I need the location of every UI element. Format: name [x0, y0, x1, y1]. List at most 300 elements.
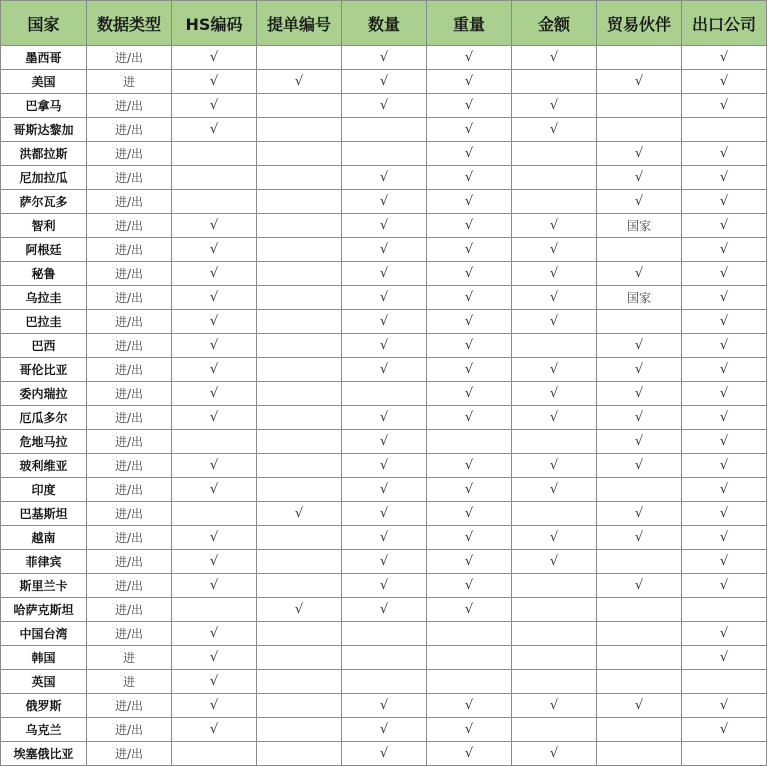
cell-bill-number [257, 214, 342, 238]
table-row [1, 94, 767, 118]
cell-trade-partner [597, 94, 682, 118]
table-row [1, 214, 767, 238]
cell-quantity: √ [342, 598, 427, 622]
cell-data-type: 进/出 [87, 622, 172, 646]
cell-country: 委内瑞拉 [1, 382, 87, 406]
cell-bill-number [257, 190, 342, 214]
table-row [1, 646, 767, 670]
cell-country: 埃塞俄比亚 [1, 742, 87, 766]
cell-quantity: √ [342, 694, 427, 718]
cell-trade-partner: √ [597, 526, 682, 550]
cell-export-company: √ [682, 454, 767, 478]
cell-weight: √ [427, 382, 512, 406]
cell-weight: √ [427, 478, 512, 502]
cell-export-company: √ [682, 310, 767, 334]
table-row [1, 118, 767, 142]
cell-bill-number [257, 430, 342, 454]
cell-data-type: 进/出 [87, 574, 172, 598]
cell-hs-code: √ [172, 262, 257, 286]
cell-bill-number [257, 142, 342, 166]
cell-country: 乌克兰 [1, 718, 87, 742]
header-export-company: 出口公司 [682, 1, 767, 46]
cell-export-company: √ [682, 358, 767, 382]
cell-bill-number [257, 382, 342, 406]
header-row [1, 1, 767, 46]
cell-trade-partner: √ [597, 454, 682, 478]
cell-quantity: √ [342, 94, 427, 118]
cell-quantity: √ [342, 190, 427, 214]
cell-hs-code: √ [172, 550, 257, 574]
cell-export-company: √ [682, 574, 767, 598]
cell-bill-number [257, 526, 342, 550]
cell-quantity: √ [342, 718, 427, 742]
table-row [1, 166, 767, 190]
cell-data-type: 进/出 [87, 94, 172, 118]
cell-weight: √ [427, 406, 512, 430]
cell-amount [512, 334, 597, 358]
cell-weight [427, 646, 512, 670]
cell-hs-code [172, 190, 257, 214]
table-row [1, 430, 767, 454]
cell-quantity: √ [342, 286, 427, 310]
cell-trade-partner: √ [597, 382, 682, 406]
cell-export-company: √ [682, 262, 767, 286]
cell-quantity [342, 118, 427, 142]
cell-country: 洪都拉斯 [1, 142, 87, 166]
cell-quantity: √ [342, 742, 427, 766]
cell-export-company: √ [682, 190, 767, 214]
cell-bill-number: √ [257, 502, 342, 526]
table-row [1, 478, 767, 502]
cell-export-company: √ [682, 70, 767, 94]
table-row [1, 238, 767, 262]
header-hs-code: HS编码 [172, 1, 257, 46]
cell-export-company: √ [682, 622, 767, 646]
cell-data-type: 进/出 [87, 310, 172, 334]
cell-weight: √ [427, 118, 512, 142]
cell-weight: √ [427, 310, 512, 334]
cell-export-company: √ [682, 382, 767, 406]
cell-export-company: √ [682, 478, 767, 502]
cell-bill-number [257, 46, 342, 70]
cell-country: 中国台湾 [1, 622, 87, 646]
table-row [1, 454, 767, 478]
cell-country: 智利 [1, 214, 87, 238]
cell-country: 巴西 [1, 334, 87, 358]
cell-quantity [342, 622, 427, 646]
cell-weight: √ [427, 502, 512, 526]
cell-hs-code: √ [172, 286, 257, 310]
cell-hs-code: √ [172, 406, 257, 430]
cell-weight: √ [427, 142, 512, 166]
table-row [1, 358, 767, 382]
cell-amount: √ [512, 286, 597, 310]
cell-country: 哈萨克斯坦 [1, 598, 87, 622]
cell-quantity: √ [342, 406, 427, 430]
cell-amount: √ [512, 262, 597, 286]
cell-bill-number [257, 94, 342, 118]
cell-data-type: 进/出 [87, 406, 172, 430]
cell-weight: √ [427, 550, 512, 574]
cell-trade-partner: √ [597, 334, 682, 358]
table-row [1, 670, 767, 694]
table-row [1, 262, 767, 286]
cell-amount: √ [512, 358, 597, 382]
cell-quantity: √ [342, 502, 427, 526]
cell-trade-partner [597, 238, 682, 262]
table-row [1, 334, 767, 358]
cell-amount [512, 166, 597, 190]
cell-export-company: √ [682, 94, 767, 118]
cell-weight: √ [427, 94, 512, 118]
cell-weight: √ [427, 238, 512, 262]
cell-hs-code: √ [172, 454, 257, 478]
header-quantity: 数量 [342, 1, 427, 46]
header-amount: 金额 [512, 1, 597, 46]
cell-hs-code: √ [172, 118, 257, 142]
table-row [1, 718, 767, 742]
cell-bill-number [257, 646, 342, 670]
cell-data-type: 进/出 [87, 118, 172, 142]
cell-trade-partner: √ [597, 502, 682, 526]
table-row [1, 742, 767, 766]
cell-weight: √ [427, 70, 512, 94]
cell-bill-number: √ [257, 70, 342, 94]
cell-data-type: 进/出 [87, 598, 172, 622]
cell-country: 危地马拉 [1, 430, 87, 454]
cell-country: 玻利维亚 [1, 454, 87, 478]
cell-hs-code: √ [172, 214, 257, 238]
cell-amount [512, 190, 597, 214]
cell-amount: √ [512, 310, 597, 334]
cell-data-type: 进/出 [87, 502, 172, 526]
cell-hs-code [172, 598, 257, 622]
cell-trade-partner: √ [597, 190, 682, 214]
cell-weight: √ [427, 262, 512, 286]
cell-data-type: 进/出 [87, 454, 172, 478]
cell-hs-code: √ [172, 574, 257, 598]
cell-country: 俄罗斯 [1, 694, 87, 718]
cell-bill-number [257, 166, 342, 190]
cell-export-company: √ [682, 502, 767, 526]
cell-trade-partner: √ [597, 694, 682, 718]
cell-country: 巴基斯坦 [1, 502, 87, 526]
cell-weight: √ [427, 190, 512, 214]
cell-data-type: 进/出 [87, 262, 172, 286]
cell-trade-partner: √ [597, 406, 682, 430]
cell-hs-code [172, 142, 257, 166]
cell-bill-number [257, 622, 342, 646]
header-weight: 重量 [427, 1, 512, 46]
cell-country: 乌拉圭 [1, 286, 87, 310]
cell-export-company: √ [682, 718, 767, 742]
cell-amount: √ [512, 238, 597, 262]
cell-weight: √ [427, 334, 512, 358]
cell-country: 斯里兰卡 [1, 574, 87, 598]
cell-export-company [682, 598, 767, 622]
cell-trade-partner [597, 646, 682, 670]
cell-data-type: 进/出 [87, 718, 172, 742]
cell-country: 印度 [1, 478, 87, 502]
cell-trade-partner [597, 118, 682, 142]
cell-hs-code: √ [172, 670, 257, 694]
cell-amount: √ [512, 94, 597, 118]
cell-country: 厄瓜多尔 [1, 406, 87, 430]
cell-data-type: 进/出 [87, 286, 172, 310]
cell-quantity: √ [342, 334, 427, 358]
cell-hs-code: √ [172, 526, 257, 550]
cell-trade-partner: 国家 [597, 214, 682, 238]
cell-trade-partner: √ [597, 166, 682, 190]
cell-quantity [342, 670, 427, 694]
cell-amount [512, 70, 597, 94]
cell-data-type: 进/出 [87, 382, 172, 406]
cell-trade-partner [597, 742, 682, 766]
cell-hs-code: √ [172, 46, 257, 70]
cell-quantity: √ [342, 310, 427, 334]
cell-data-type: 进/出 [87, 694, 172, 718]
cell-country: 美国 [1, 70, 87, 94]
cell-country: 尼加拉瓜 [1, 166, 87, 190]
cell-hs-code [172, 502, 257, 526]
cell-hs-code [172, 430, 257, 454]
cell-trade-partner: 国家 [597, 286, 682, 310]
cell-bill-number [257, 550, 342, 574]
table-body [1, 46, 767, 766]
cell-amount: √ [512, 382, 597, 406]
header-data-type: 数据类型 [87, 1, 172, 46]
cell-export-company: √ [682, 694, 767, 718]
cell-weight: √ [427, 454, 512, 478]
cell-country: 巴拉圭 [1, 310, 87, 334]
cell-bill-number [257, 310, 342, 334]
cell-quantity: √ [342, 526, 427, 550]
cell-export-company: √ [682, 286, 767, 310]
cell-export-company: √ [682, 550, 767, 574]
cell-amount [512, 646, 597, 670]
cell-trade-partner: √ [597, 70, 682, 94]
cell-amount: √ [512, 214, 597, 238]
table-row [1, 286, 767, 310]
cell-export-company: √ [682, 238, 767, 262]
cell-quantity: √ [342, 214, 427, 238]
cell-quantity: √ [342, 454, 427, 478]
cell-amount: √ [512, 526, 597, 550]
cell-export-company [682, 670, 767, 694]
cell-data-type: 进/出 [87, 550, 172, 574]
cell-weight [427, 430, 512, 454]
cell-amount: √ [512, 46, 597, 70]
cell-data-type: 进/出 [87, 214, 172, 238]
cell-export-company: √ [682, 214, 767, 238]
cell-bill-number [257, 406, 342, 430]
cell-quantity: √ [342, 166, 427, 190]
cell-bill-number [257, 454, 342, 478]
cell-weight: √ [427, 214, 512, 238]
cell-weight: √ [427, 574, 512, 598]
cell-trade-partner [597, 46, 682, 70]
cell-hs-code: √ [172, 334, 257, 358]
cell-hs-code: √ [172, 94, 257, 118]
cell-quantity: √ [342, 70, 427, 94]
table-row [1, 550, 767, 574]
cell-hs-code: √ [172, 622, 257, 646]
cell-bill-number [257, 718, 342, 742]
cell-data-type: 进/出 [87, 478, 172, 502]
cell-country: 英国 [1, 670, 87, 694]
cell-data-type: 进/出 [87, 742, 172, 766]
cell-quantity: √ [342, 46, 427, 70]
table-row [1, 406, 767, 430]
cell-bill-number [257, 670, 342, 694]
cell-export-company: √ [682, 406, 767, 430]
cell-trade-partner [597, 598, 682, 622]
cell-data-type: 进/出 [87, 46, 172, 70]
table-row [1, 526, 767, 550]
table-row [1, 70, 767, 94]
cell-country: 菲律宾 [1, 550, 87, 574]
cell-export-company: √ [682, 142, 767, 166]
cell-amount [512, 622, 597, 646]
cell-data-type: 进/出 [87, 142, 172, 166]
cell-hs-code: √ [172, 646, 257, 670]
cell-country: 哥斯达黎加 [1, 118, 87, 142]
cell-hs-code: √ [172, 310, 257, 334]
cell-country: 哥伦比亚 [1, 358, 87, 382]
cell-weight: √ [427, 286, 512, 310]
table-row [1, 622, 767, 646]
cell-quantity: √ [342, 238, 427, 262]
cell-amount: √ [512, 406, 597, 430]
cell-quantity: √ [342, 430, 427, 454]
cell-export-company: √ [682, 646, 767, 670]
cell-country: 萨尔瓦多 [1, 190, 87, 214]
cell-bill-number [257, 238, 342, 262]
cell-amount [512, 502, 597, 526]
table-row [1, 310, 767, 334]
cell-data-type: 进/出 [87, 238, 172, 262]
cell-quantity: √ [342, 358, 427, 382]
cell-data-type: 进/出 [87, 334, 172, 358]
cell-trade-partner [597, 718, 682, 742]
cell-bill-number [257, 334, 342, 358]
table-row [1, 46, 767, 70]
cell-export-company: √ [682, 526, 767, 550]
cell-amount: √ [512, 742, 597, 766]
cell-hs-code: √ [172, 238, 257, 262]
cell-export-company: √ [682, 334, 767, 358]
cell-amount [512, 718, 597, 742]
cell-export-company [682, 118, 767, 142]
cell-country: 巴拿马 [1, 94, 87, 118]
cell-quantity [342, 142, 427, 166]
cell-weight: √ [427, 694, 512, 718]
cell-country: 越南 [1, 526, 87, 550]
cell-quantity: √ [342, 550, 427, 574]
cell-quantity: √ [342, 478, 427, 502]
cell-data-type: 进/出 [87, 190, 172, 214]
cell-trade-partner [597, 310, 682, 334]
cell-data-type: 进 [87, 670, 172, 694]
cell-data-type: 进 [87, 646, 172, 670]
cell-weight: √ [427, 46, 512, 70]
cell-hs-code: √ [172, 478, 257, 502]
cell-amount [512, 142, 597, 166]
cell-hs-code: √ [172, 358, 257, 382]
cell-bill-number [257, 694, 342, 718]
cell-quantity [342, 646, 427, 670]
cell-export-company: √ [682, 46, 767, 70]
cell-bill-number [257, 118, 342, 142]
cell-country: 阿根廷 [1, 238, 87, 262]
cell-trade-partner [597, 622, 682, 646]
cell-amount: √ [512, 478, 597, 502]
cell-trade-partner: √ [597, 358, 682, 382]
cell-weight: √ [427, 742, 512, 766]
cell-amount [512, 574, 597, 598]
cell-amount [512, 670, 597, 694]
cell-bill-number [257, 262, 342, 286]
cell-amount: √ [512, 694, 597, 718]
cell-country: 秘鲁 [1, 262, 87, 286]
header-bill-number: 提单编号 [257, 1, 342, 46]
cell-trade-partner [597, 550, 682, 574]
cell-country: 韩国 [1, 646, 87, 670]
cell-bill-number [257, 286, 342, 310]
table-header [1, 1, 767, 46]
cell-data-type: 进/出 [87, 166, 172, 190]
table-row [1, 598, 767, 622]
table-row [1, 190, 767, 214]
cell-bill-number: √ [257, 598, 342, 622]
cell-export-company [682, 742, 767, 766]
cell-trade-partner: √ [597, 430, 682, 454]
cell-weight: √ [427, 526, 512, 550]
cell-weight: √ [427, 166, 512, 190]
table-row [1, 574, 767, 598]
cell-data-type: 进/出 [87, 430, 172, 454]
cell-bill-number [257, 478, 342, 502]
cell-quantity: √ [342, 574, 427, 598]
cell-quantity: √ [342, 262, 427, 286]
table-row [1, 502, 767, 526]
cell-weight [427, 622, 512, 646]
cell-trade-partner: √ [597, 574, 682, 598]
cell-trade-partner: √ [597, 262, 682, 286]
cell-amount: √ [512, 118, 597, 142]
cell-export-company: √ [682, 430, 767, 454]
cell-data-type: 进/出 [87, 526, 172, 550]
cell-trade-partner [597, 478, 682, 502]
cell-hs-code: √ [172, 70, 257, 94]
cell-hs-code: √ [172, 382, 257, 406]
cell-amount: √ [512, 550, 597, 574]
cell-amount [512, 430, 597, 454]
cell-weight: √ [427, 358, 512, 382]
cell-export-company: √ [682, 166, 767, 190]
table-row [1, 142, 767, 166]
cell-weight: √ [427, 718, 512, 742]
header-trade-partner: 贸易伙伴 [597, 1, 682, 46]
cell-quantity [342, 382, 427, 406]
table-row [1, 382, 767, 406]
cell-bill-number [257, 742, 342, 766]
cell-bill-number [257, 358, 342, 382]
header-country: 国家 [1, 1, 87, 46]
cell-amount [512, 598, 597, 622]
cell-amount: √ [512, 454, 597, 478]
cell-hs-code [172, 742, 257, 766]
